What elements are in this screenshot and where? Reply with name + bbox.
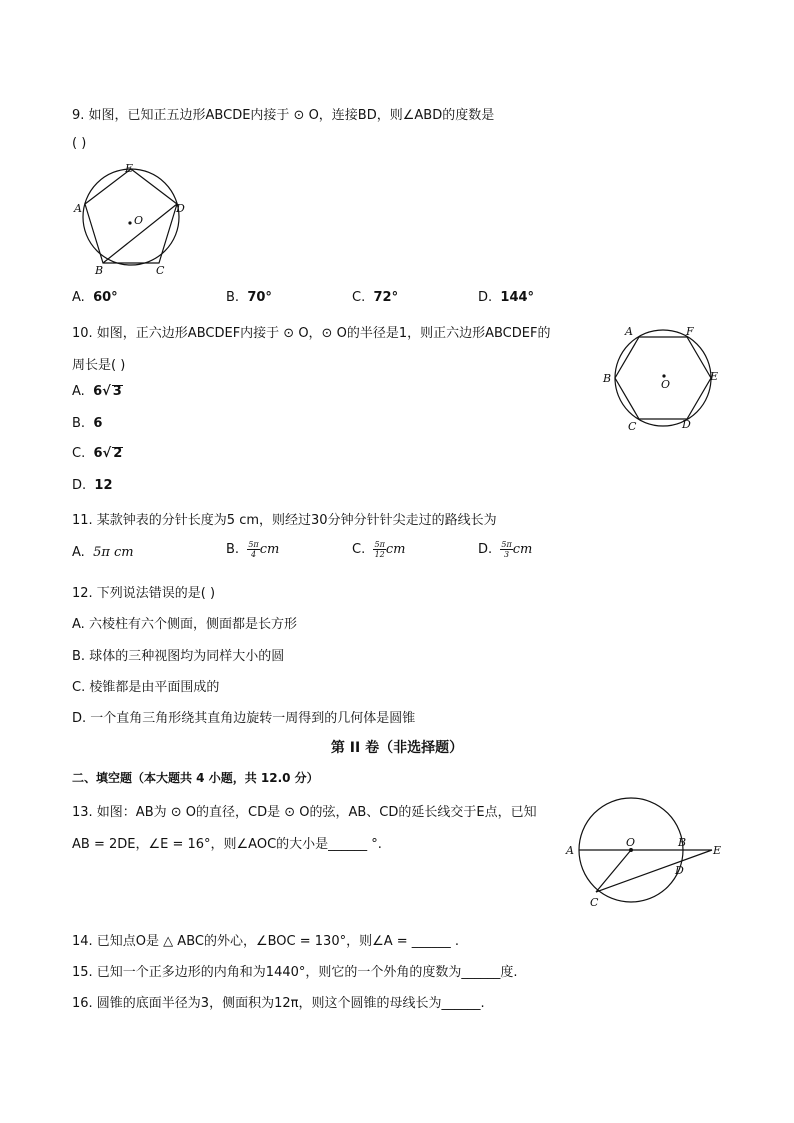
q14-text: 14. 已知点O是 △ ABC的外心，∠BOC = 130°，则∠A = ______ . xyxy=(72,934,460,949)
section-title: 第 II 卷（非选择题） xyxy=(330,740,464,756)
q11-option-c: C. $\frac{5\pi}{12}$ cm xyxy=(352,540,406,559)
q11-option-b: B. $\frac{5\pi}{4}$ cm xyxy=(226,540,280,559)
q9-option-b: B. 70° xyxy=(226,290,272,305)
q9-label-b: B xyxy=(95,264,104,277)
q12-option-a: A. 六棱柱有六个侧面，侧面都是长方形 xyxy=(72,617,297,632)
q9-option-a: A. 60° xyxy=(72,290,118,305)
q13-label-d: D xyxy=(675,864,684,877)
q10-label-o: O xyxy=(661,378,671,391)
q10-option-a: A. 6√ 3 xyxy=(72,384,122,399)
q10-label-b: B xyxy=(603,372,612,385)
q10-label-f: F xyxy=(686,325,694,338)
section-subtitle: 二、填空题（本大题共 4 小题，共 12.0 分） xyxy=(72,771,319,785)
q9-label-o: O xyxy=(134,214,144,227)
q9-option-c: C. 72° xyxy=(352,290,399,305)
q10-label-e: E xyxy=(710,370,719,383)
q13-circle-figure xyxy=(560,796,730,912)
q9-option-d: D. 144° xyxy=(478,290,535,305)
q9-center-dot xyxy=(128,221,131,224)
q13-line1: 13. 如图：AB为 ⊙ O的直径，CD是 ⊙ O的弦，AB、CD的延长线交于E点，已知 xyxy=(72,805,537,820)
q10-label-a: A xyxy=(625,325,633,338)
q13-line2: AB = 2DE，∠E = 16°，则∠AOC的大小是______ °. xyxy=(72,837,382,852)
q10-line1: 10. 如图，正六边形ABCDEF内接于 ⊙ O，⊙ O的半径是1，则正六边形ABCDEF的 xyxy=(72,326,551,341)
q10-label-c: C xyxy=(628,420,637,433)
q9-pentagon xyxy=(85,169,177,263)
q10-option-d: D. 12 xyxy=(72,478,113,493)
q11-option-a: A. 5π cm xyxy=(72,545,134,560)
q13-label-a: A xyxy=(566,844,574,857)
q9-paren: ( ) xyxy=(72,136,87,151)
q12-option-d: D. 一个直角三角形绕其直角边旋转一周得到的几何体是圆锥 xyxy=(72,711,416,726)
q10-hexagon-figure xyxy=(598,320,728,436)
q10-option-b: B. 6 xyxy=(72,416,103,431)
q12-option-c: C. 棱锥都是由平面围成的 xyxy=(72,680,220,695)
q13-label-e: E xyxy=(713,844,722,857)
q9-text: 9. 如图，已知正五边形ABCDE内接于 ⊙ O，连接BD，则∠ABD的度数是 xyxy=(72,108,495,123)
q10-line2: 周长是( ) xyxy=(72,358,126,373)
q16-text: 16. 圆锥的底面半径为3，侧面积为12π，则这个圆锥的母线长为______. xyxy=(72,996,485,1011)
q12-option-b: B. 球体的三种视图均为同样大小的圆 xyxy=(72,649,285,664)
q10-option-c: C. 6√ 2 xyxy=(72,446,123,461)
q13-label-o: O xyxy=(626,836,636,849)
q13-label-b: B xyxy=(678,836,687,849)
q11-text: 11. 某款钟表的分针长度为5 cm，则经过30分钟分针针尖走过的路线长为 xyxy=(72,513,497,528)
q9-pentagon-figure xyxy=(70,160,200,280)
q15-text: 15. 已知一个正多边形的内角和为1440°，则它的一个外角的度数为______度. xyxy=(72,965,518,980)
q9-label-a: A xyxy=(74,202,82,215)
q9-label-c: C xyxy=(156,264,165,277)
q12-text: 12. 下列说法错误的是( ) xyxy=(72,586,216,601)
q9-label-e: E xyxy=(125,162,134,175)
q9-circle xyxy=(83,169,179,265)
q11-option-d: D. $\frac{5\pi}{3}$ cm xyxy=(478,540,533,559)
q10-label-d: D xyxy=(682,418,691,431)
q9-label-d: D xyxy=(176,202,185,215)
q13-label-c: C xyxy=(590,896,599,909)
q9-segment-bd xyxy=(103,204,177,263)
